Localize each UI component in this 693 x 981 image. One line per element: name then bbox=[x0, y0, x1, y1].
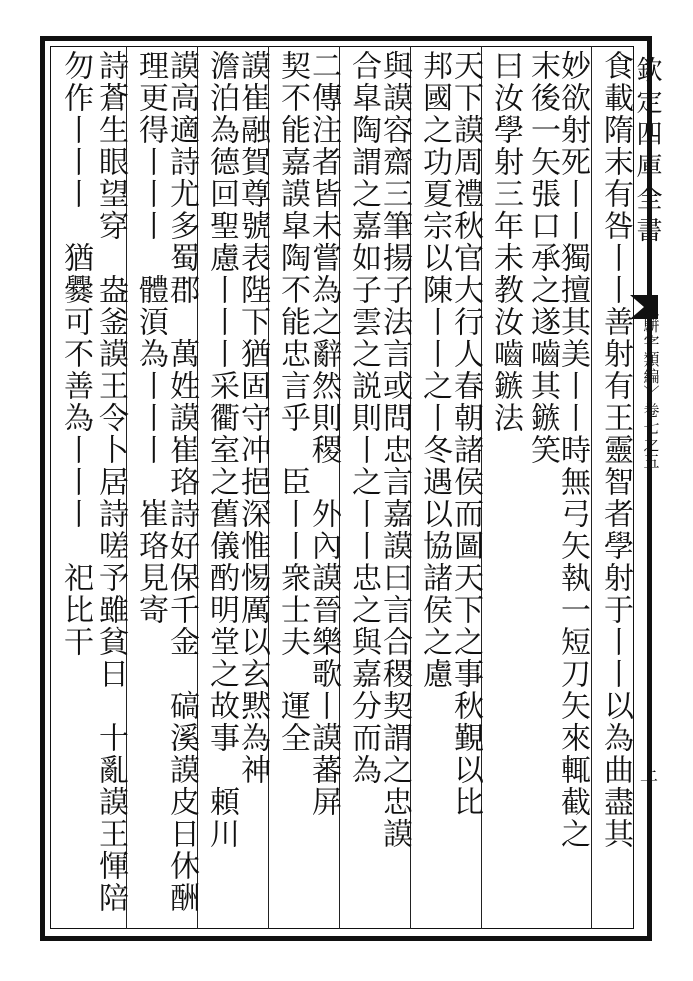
text-column-9: 二傳注者皆未嘗為之辭然則稷 外內謨晉樂歌丨謨蕃屏 bbox=[306, 50, 341, 818]
text-column-4: 曰汝學射三年未教汝嚙鏃法 bbox=[488, 50, 523, 434]
book-title: 欽定四庫全書 bbox=[632, 56, 662, 248]
text-column-3: 末後一矢張口承之遂嚙其鏃笑 bbox=[525, 50, 560, 466]
text-column-13: 謨高適詩尤多蜀郡 萬姓謨崔珞詩好保千金 碻溪謨皮日休酬 bbox=[164, 50, 199, 914]
section-name: 〈駢字類編〉 bbox=[641, 300, 660, 402]
section-label bbox=[641, 300, 659, 470]
page-mark: 上 bbox=[640, 764, 658, 785]
column-rule bbox=[591, 46, 592, 929]
text-column-10: 契不能嘉謨皐陶不能忠言乎 臣丨丨衆士夫 運全 bbox=[275, 50, 310, 754]
volume-number: 卷七之五 bbox=[641, 402, 660, 470]
text-column-11: 謨崔融賀尊號表陛下猶固守冲挹深惟惕厲以玄黙為神 bbox=[235, 50, 270, 786]
text-column-8: 合皐陶謂之嘉如子雲之説則丨之丨丨忠之與嘉分而為 bbox=[346, 50, 381, 786]
text-column-2: 妙欲射死丨丨獨擅其美丨丨時無弓矢執一短刀矢來輒截之 bbox=[555, 50, 590, 850]
text-column-1: 食載隋末有咎丨丨善射有王靈智者學射于丨丨以為曲盡其 bbox=[598, 50, 633, 850]
text-column-6: 邦國之功夏宗以陳丨丨之丨冬遇以協諸侯之慮 bbox=[417, 50, 452, 690]
text-column-5: 天下謨周禮秋官大行人春朝諸侯而圖天下之事秋覲以比 bbox=[448, 50, 483, 818]
text-column-12: 澹泊為德回聖慮丨丨丨采衢室之舊儀酌明堂之故事 頼川 bbox=[204, 50, 239, 850]
text-column-14: 理更得丨丨丨 體湏為丨丨丨 崔珞見寄 bbox=[133, 50, 168, 626]
text-column-15: 詩蒼生眼望穿 盎釜謨王令卜居詩嗟予雖貧日 十亂謨王惲陪 bbox=[93, 50, 128, 914]
text-column-16: 勿作丨丨丨 猶爨可不善為丨丨丨 祀比干 bbox=[58, 50, 93, 658]
text-column-7: 與謨容齋三筆揚子法言或問忠言嘉謨曰言合稷契謂之忠謨 bbox=[377, 50, 412, 850]
